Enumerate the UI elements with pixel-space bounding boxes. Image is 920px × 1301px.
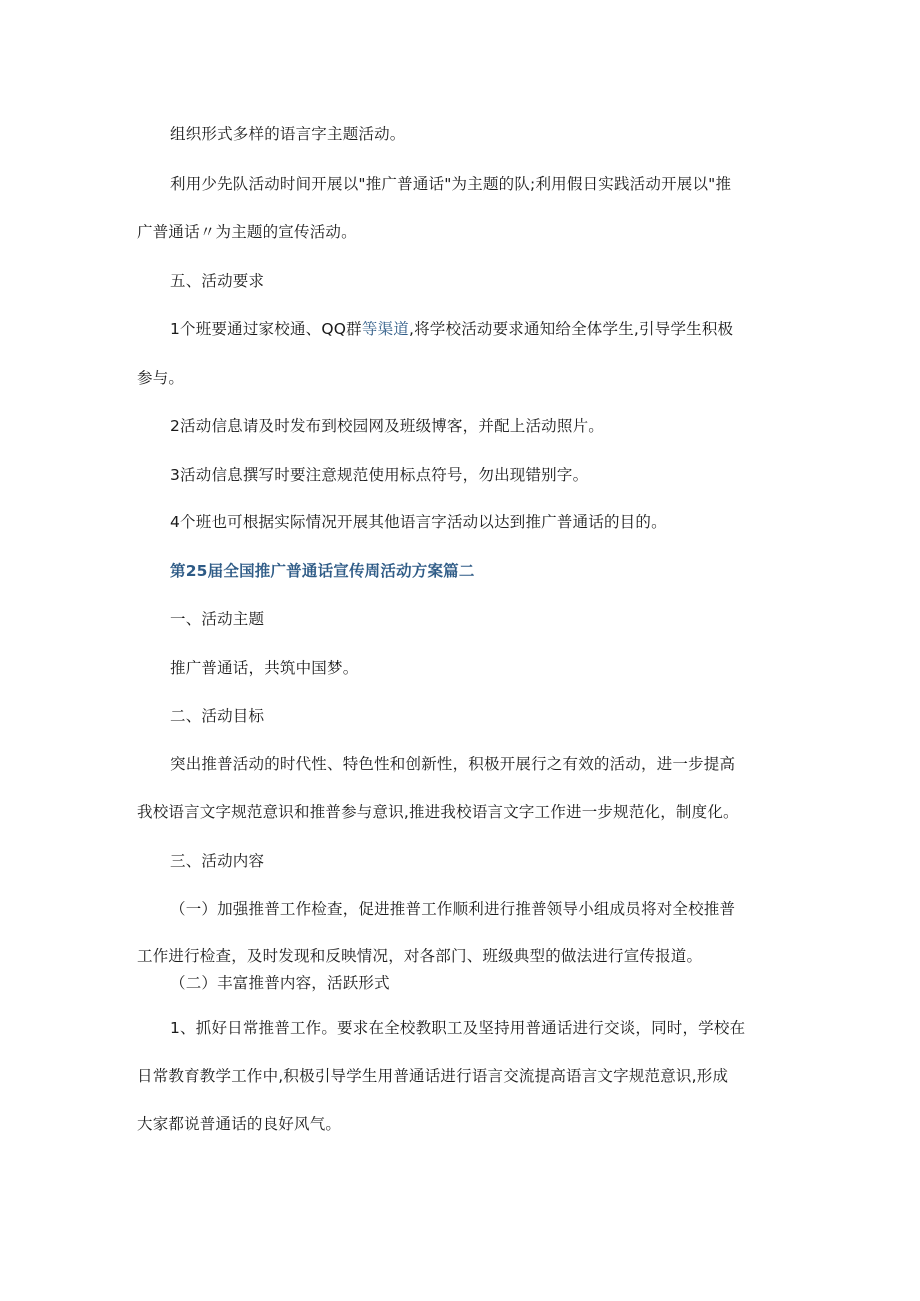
paragraph-line: 4个班也可根据实际情况开展其他语言字活动以达到推广普通话的目的。 [170,513,667,531]
section-title-theme: 一、活动主题 [170,610,265,628]
section-title-content: 三、活动内容 [170,852,265,870]
paragraph-line: 参与。 [137,369,185,387]
section-title-requirements: 五、活动要求 [170,272,265,290]
requirement-1-text: 1个班要通过家校通、QQ群 [170,320,362,338]
paragraph-line: 工作进行检查，及时发现和反映情况，对各部门、班级典型的做法进行宣传报道。 [137,947,703,965]
paragraph-line: 突出推普活动的时代性、特色性和创新性，积极开展行之有效的活动，进一步提高 [170,755,736,773]
paragraph-line: 组织形式多样的语言字主题活动。 [170,125,406,143]
paragraph-line: 广普通话〃为主题的宣传活动。 [137,223,357,241]
subsection-title: （二）丰富推普内容，活跃形式 [170,974,390,992]
paragraph-line: 2活动信息请及时发布到校园网及班级博客，并配上活动照片。 [170,417,604,435]
paragraph-line: 推广普通话，共筑中国梦。 [170,659,359,677]
requirement-1-text-rest: ,将学校活动要求通知给全体学生,引导学生积极 [408,320,734,338]
channels-link[interactable]: 等渠道 [361,320,409,338]
section-heading: 第25届全国推广普通话宣传周活动方案篇二 [170,562,475,580]
paragraph-line: 日常教育教学工作中,积极引导学生用普通话进行语言交流提高语言文字规范意识,形成 [137,1067,729,1085]
paragraph-line: 3活动信息撰写时要注意规范使用标点符号，勿出现错别字。 [170,466,589,484]
paragraph-line: 1、抓好日常推普工作。要求在全校教职工及坚持用普通话进行交谈，同时，学校在 [170,1019,746,1037]
paragraph-line: 大家都说普通话的良好风气。 [137,1115,342,1133]
paragraph-line: 我校语言文字规范意识和推普参与意识,推进我校语言文字工作进一步规范化，制度化。 [137,803,739,821]
section-title-goals: 二、活动目标 [170,707,265,725]
paragraph-line: 利用少先队活动时间开展以"推广普通话"为主题的队;利用假日实践活动开展以"推 [170,175,732,193]
paragraph-line: （一）加强推普工作检查，促进推普工作顺利进行推普领导小组成员将对全校推普 [170,900,736,918]
paragraph-line-requirement-1 [170,319,733,339]
